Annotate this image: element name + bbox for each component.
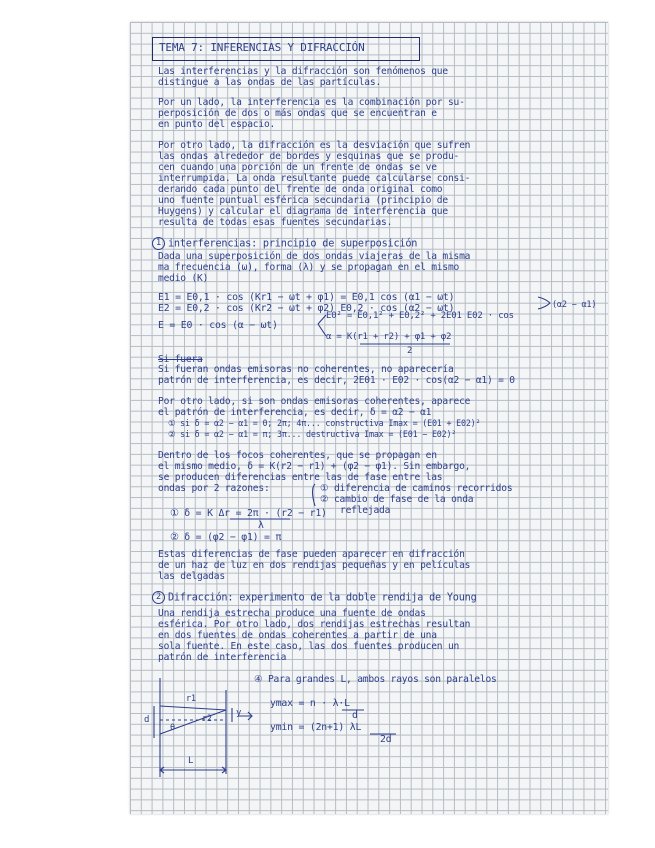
para2-line-3: cen cuando una porción de un frente de ondas se ve: [158, 162, 437, 173]
diagram-label-theta: θ: [170, 723, 175, 733]
para2-line-7: Huygens) y calcular el diagrama de interferencia que: [158, 206, 448, 217]
phase-note-line-2: de un haz de luz en dos rendijas pequeñas y en películas: [158, 560, 471, 571]
reason-2-continued: reflejada: [340, 505, 391, 516]
ink-drawing-layer: [130, 22, 608, 814]
para2-line-4: interrumpida. La onda resultante puede calcularse consi-: [158, 173, 471, 184]
equation-e3-left: E = E0 · cos (α − ωt): [158, 320, 278, 331]
equation-e1: E1 = E0,1 · cos (Kr1 − ωt + φ1) = E0,1 cos (α1 − ωt): [158, 292, 455, 303]
focus-line-4: ondas por 2 razones:: [158, 483, 270, 494]
case2-constructive: ① si δ = α2 − α1 = 0; 2π; 4π... constructiva Imax = (E01 + E02)²: [168, 418, 481, 428]
section2-number: 2: [152, 591, 165, 604]
intro-line-1: Las interferencias y la difracción son fenómenos que: [158, 66, 448, 77]
diagram-label-r2: r2: [202, 714, 212, 724]
para2-line-8: resulta de todas esas fuentes secundarias.: [158, 217, 393, 228]
equation-alpha: α = K(r1 + r2) + φ1 + φ2: [326, 332, 452, 342]
phase-difference-path-denominator: λ: [258, 520, 264, 531]
case2-destructive: ② si δ = α2 − α1 = π; 3π... destructiva Imax = (E01 − E02)²: [168, 429, 457, 439]
large-L-note: ④ Para grandes L, ambos rayos son paralelos: [254, 674, 497, 685]
diagram-label-r1: r1: [186, 694, 196, 704]
ray-r1: [160, 706, 226, 710]
para1-line-3: en punto del espacio.: [158, 119, 276, 130]
section1-heading-text: interferencias: principio de superposición: [168, 238, 418, 250]
ymax-denominator: d: [352, 710, 358, 721]
reason-1: ① diferencia de caminos recorridos: [320, 483, 513, 494]
phase-note-line-1: Estas diferencias de fase pueden aparecer en difracción: [158, 549, 465, 560]
ymin-formula: ymin = (2n+1) λL: [270, 722, 362, 733]
equation-e2-tail: (α2 − α1): [552, 300, 597, 310]
reasons-brace: [313, 484, 316, 506]
section2-line-1: Una rendija estrecha produce una fuente de ondas: [158, 608, 426, 619]
diagram-label-y: y: [236, 708, 242, 718]
intro-line-2: distingue a las ondas de las partículas.: [158, 77, 382, 88]
equation-e2: E2 = E0,2 · cos (Kr2 − ωt + φ2) E0,2 · cos (α2 − ωt): [158, 303, 455, 314]
ymax-formula: ymax = n · λ·L: [270, 698, 350, 709]
double-slit-diagram: [154, 678, 252, 777]
section1-line-3: medio (K): [158, 273, 209, 284]
section1-line-1: Dada una superposición de dos ondas viajeras de la misma: [158, 251, 471, 262]
case1-line-1: Si fueran ondas emisoras no coherentes, no aparecería: [158, 364, 454, 375]
para2-line-2: las ondas alrededor de bordes y esquinas que se produ-: [158, 151, 460, 162]
para2-line-1: Por otro lado, la difracción es la desviación que sufren: [158, 140, 471, 151]
para1-line-2: perposición de dos o más ondas que se encuentran e: [158, 108, 437, 119]
struck-text: Si fuera: [158, 354, 203, 365]
phase-difference-reflection: ② δ = (φ2 − φ1) = π: [170, 532, 282, 543]
section1-number: 1: [152, 237, 165, 250]
section2-line-3: en dos fuentes de ondas coherentes a partir de una: [158, 630, 437, 641]
equation-branch: [318, 315, 326, 336]
phase-note-line-3: las delgadas: [158, 571, 225, 582]
section2-heading-text: Difracción: experimento de la doble rendija de Young: [168, 592, 477, 604]
diagram-label-L: L: [188, 756, 194, 766]
para1-line-1: Por un lado, la interferencia es la combinación por su-: [158, 97, 465, 108]
section2-line-5: patrón de interferencia: [158, 652, 287, 663]
reason-2: ② cambio de fase de la onda: [320, 494, 474, 505]
section1-line-2: ma frecuencia (ω), forma (λ) y se propagan en el mismo: [158, 262, 460, 273]
case2-line-1: Por otro lado, si son ondas emisoras coherentes, aparece: [158, 396, 471, 407]
focus-line-2: el mismo medio, δ = K(r2 − r1) + (φ2 − φ1). Sin embargo,: [158, 461, 471, 472]
ymin-denominator: 2d: [380, 734, 392, 745]
section2-line-2: esférica. Por otro lado, dos rendijas estrechas resultan: [158, 619, 471, 630]
para2-line-5: derando cada punto del frente de onda original como: [158, 184, 443, 195]
case1-line-2: patrón de interferencia, es decir, 2E01 · E02 · cos(α2 − α1) = 0: [158, 375, 515, 386]
equation-brace: [538, 297, 550, 309]
section2-line-4: sola fuente. En este caso, las dos fuentes producen un: [158, 641, 460, 652]
para2-line-6: uno fuente puntual esférica secundaria (principio de: [158, 195, 448, 206]
phase-difference-path: ① δ = K Δr = 2π · (r2 − r1): [170, 508, 327, 519]
equation-alpha-denominator: 2: [407, 346, 413, 356]
page-title: TEMA 7: INFERENCIAS Y DIFRACCIÓN: [159, 41, 365, 54]
equation-amplitude: E0² = E0,1² + E0,2² + 2E01 E02 · cos: [326, 311, 514, 321]
diagram-label-d: d: [144, 715, 150, 725]
notebook-sheet: [130, 22, 608, 814]
case2-line-2: el patrón de interferencia, es decir, δ = α2 − α1: [158, 407, 432, 418]
focus-line-3: se producen diferencias entre las de fase entre las: [158, 472, 443, 483]
focus-line-1: Dentro de los focos coherentes, que se propagan en: [158, 450, 437, 461]
